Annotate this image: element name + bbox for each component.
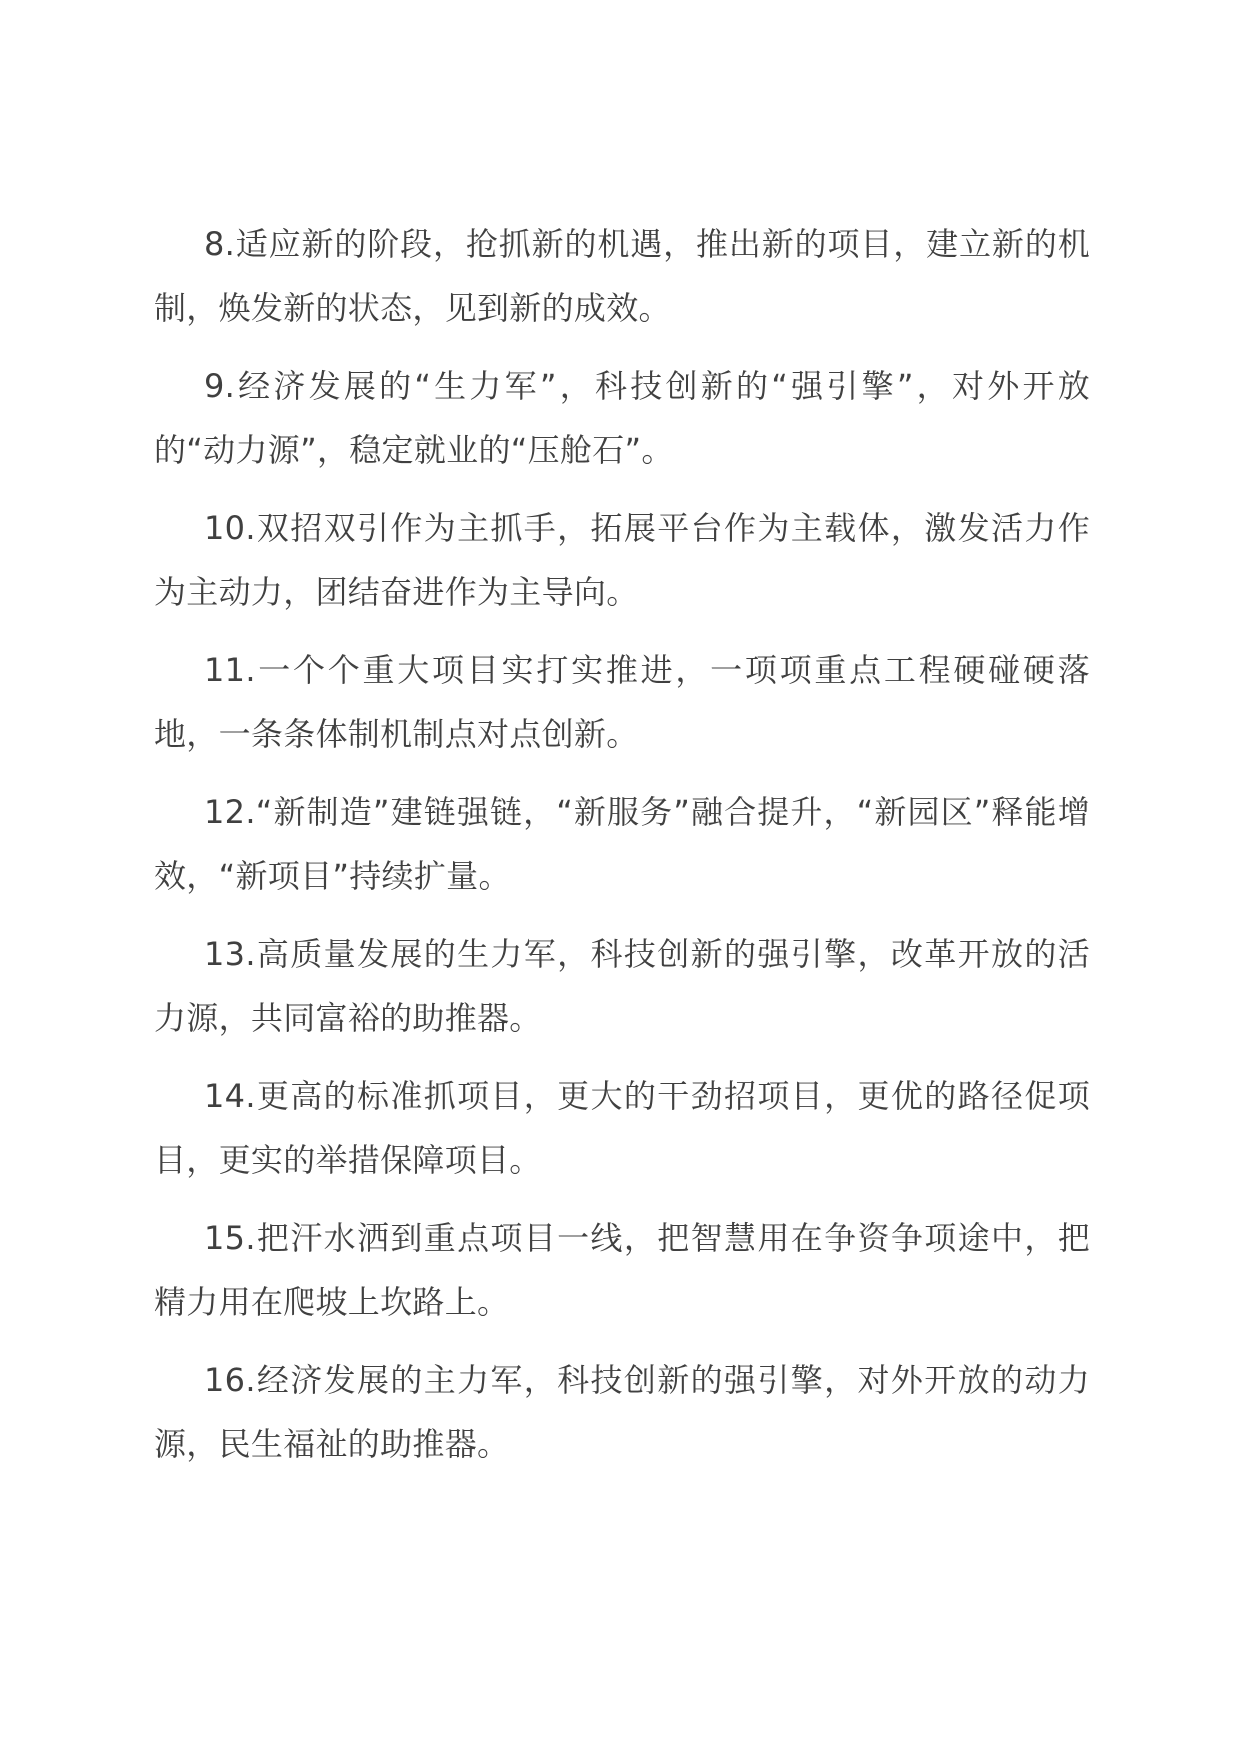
- paragraph-11: 11.一个个重大项目实打实推进，一项项重点工程硬碰硬落地，一条条体制机制点对点创新。: [154, 651, 1090, 753]
- paragraph-16: 16.经济发展的主力军，科技创新的强引擎，对外开放的动力源，民生福祉的助推器。: [154, 1361, 1090, 1463]
- paragraph-13: 13.高质量发展的生力军，科技创新的强引擎，改革开放的活力源，共同富裕的助推器。: [154, 935, 1090, 1037]
- paragraph-12: 12.“新制造”建链强链，“新服务”融合提升，“新园区”释能增效，“新项目”持续扩量。: [154, 793, 1090, 895]
- paragraph-14: 14.更高的标准抓项目，更大的干劲招项目，更优的路径促项目，更实的举措保障项目。: [154, 1077, 1090, 1179]
- paragraph-9: 9.经济发展的“生力军”，科技创新的“强引擎”，对外开放的“动力源”，稳定就业的“压舱石”。: [154, 367, 1090, 469]
- paragraph-15: 15.把汗水洒到重点项目一线，把智慧用在争资争项途中，把精力用在爬坡上坎路上。: [154, 1219, 1090, 1321]
- paragraph-10: 10.双招双引作为主抓手，拓展平台作为主载体，激发活力作为主动力，团结奋进作为主导向。: [154, 509, 1090, 611]
- document-body: [154, 212, 1090, 1490]
- paragraph-8: 8.适应新的阶段，抢抓新的机遇，推出新的项目，建立新的机制，焕发新的状态，见到新的成效。: [154, 225, 1090, 327]
